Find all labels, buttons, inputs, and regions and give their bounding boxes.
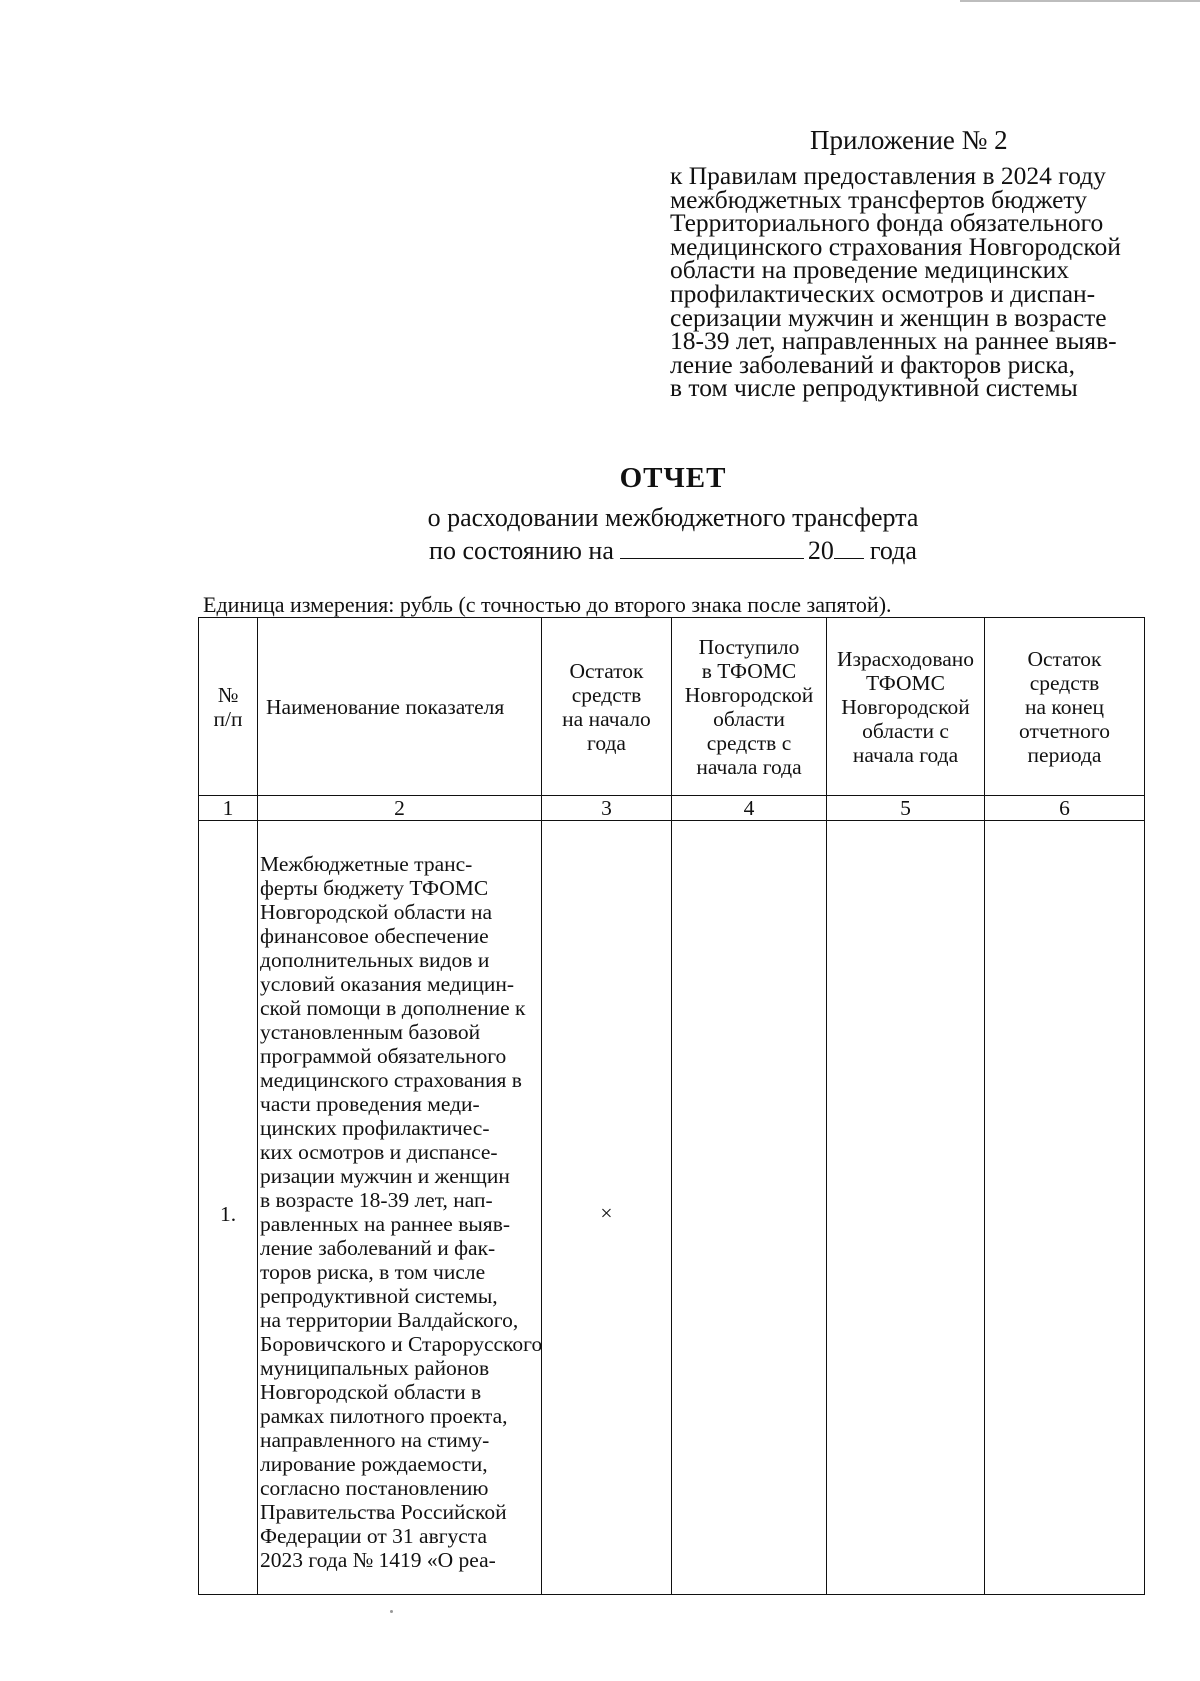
report-subtitle: о расходовании межбюджетного трансферта [427,503,919,532]
annex-line: 18-39 лет, направленных на раннее выяв- [670,326,1117,356]
annex-title: Приложение № 2 [810,125,1008,155]
date-suffix: года [869,536,917,565]
row-spent-cell[interactable] [827,821,985,1595]
column-number: 5 [827,796,985,821]
date-prefix: по состоянию на [429,536,614,565]
column-number: 1 [199,796,258,821]
annex-line: в том числе репродуктивной системы [670,373,1078,403]
table-row [199,821,1145,1595]
annex-line: области на проведение медицинских [670,255,1070,285]
column-number: 2 [258,796,542,821]
year-blank-field[interactable] [834,536,864,559]
annex-line: серизации мужчин и женщин в возрасте [670,302,1107,332]
header-cell-name: Наименование показателя [258,618,542,796]
header-cell-received: Поступило в ТФОМС Новгородской области средств с начала года [672,618,827,796]
column-number: 4 [672,796,827,821]
column-number-row [199,796,1145,821]
header-cell-start-balance: Остаток средств на начало года [542,618,672,796]
header-cell-spent: Израсходовано ТФОМС Новгородской области с начала года [827,618,985,796]
header-cell-end-balance: Остаток средств на конец отчетного периода [985,618,1145,796]
report-title: ОТЧЕТ [619,462,727,494]
annex-text [670,161,1150,403]
header-cell-number: № п/п [199,618,258,796]
annex-line: Территориального фонда обязательного [670,208,1104,238]
annex-line: медицинского страхования Новгородской [670,231,1121,261]
row-start-balance-cell: × [542,821,672,1595]
row-indicator-name: Межбюджетные транс- ферты бюджету ТФОМС Новгородской области на финансовое обеспечение дополнительных видов и условий оказания медицин- ской помощи в дополнение к установленным базовой программой обязательного медицинского страхования в части проведения меди- цинских профилактичес- ких осмотров и диспансе- ризации мужчин и женщин в возрасте 18-39 лет, нап- равленных на раннее выяв- ление заболеваний и фак- торов риска, в том числе репродуктивной системы, на территории Валдайского, Боровичского и Старорусского муниципальных районов Новгородской области в рамках пилотного проекта, направленного на стиму- лирование рождаемости, согласно постановлению Правительства Российской Федерации от 31 августа 2023 года № 1419 «О реа- [258,821,542,1595]
report-table [198,617,1145,1595]
annex-line: межбюджетных трансфертов бюджету [670,184,1087,214]
column-number: 6 [985,796,1145,821]
annex-line: к Правилам предоставления в 2024 году [670,161,1106,190]
row-received-cell[interactable] [672,821,827,1595]
date-blank-field[interactable] [620,536,804,559]
annex-line: ление заболеваний и факторов риска, [670,349,1075,379]
unit-of-measure: Единица измерения: рубль (с точностью до второго знака после запятой). [203,592,892,617]
date-year-prefix: 20 [807,536,834,565]
annex-line: профилактических осмотров и диспан- [670,278,1096,308]
column-number: 3 [542,796,672,821]
row-number: 1. [199,821,258,1595]
scan-speck [390,1610,393,1613]
report-date-line [0,536,1200,566]
table-header-row [199,618,1145,796]
page-edge-line [960,0,1200,2]
row-end-balance-cell[interactable] [985,821,1145,1595]
